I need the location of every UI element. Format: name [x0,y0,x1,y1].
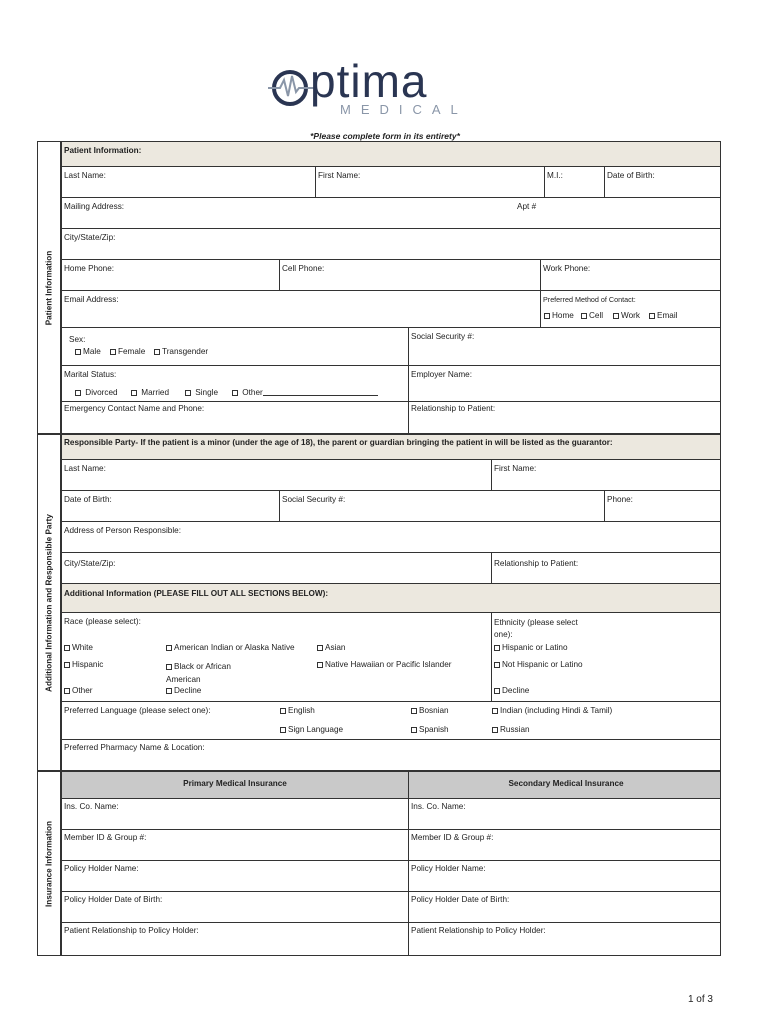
sex-female-option[interactable]: Female [110,347,145,356]
lang-sign-option[interactable]: Sign Language [280,725,343,734]
contact-cell-option[interactable]: Cell [581,311,603,320]
pharmacy-row[interactable]: Preferred Pharmacy Name & Location: [61,740,721,771]
emergency-row[interactable]: Emergency Contact Name and Phone: Relationship to Patient: [61,402,721,434]
lang-russian-option[interactable]: Russian [492,725,530,734]
logo-subtitle: MEDICAL [340,102,468,117]
contact-email-option[interactable]: Email [649,311,677,320]
resp-name-row[interactable]: Last Name: First Name: [61,460,721,491]
race-asian-option[interactable]: Asian [317,643,345,652]
optima-medical-logo [268,55,508,120]
eth-decline-option[interactable]: Decline [494,686,529,695]
race-ethnicity-row[interactable]: Race (please select): Ethnicity (please select one): Hispanic or Latino Not Hispanic or Latino Decline White American Indian or Alaska Native Asian Hispanic Black or African American Native Hawaiian or Pacific Islander Other Decline [61,613,721,702]
marital-divorced-option[interactable]: Divorced [75,388,118,397]
section-tab-additional: Additional Information and Responsible Party [37,434,61,771]
pulse-o-icon [268,68,314,108]
contact-work-option[interactable]: Work [613,311,640,320]
marital-row[interactable]: Marital Status: Divorced Married Single Other Employer Name: [61,366,721,402]
section-tab-patient: Patient Information [37,141,61,434]
patient-header: Patient Information: [61,141,721,167]
race-black-option[interactable]: Black or African American [166,662,231,684]
lang-bosnian-option[interactable]: Bosnian [411,706,449,715]
lang-spanish-option[interactable]: Spanish [411,725,449,734]
race-decline-option[interactable]: Decline [166,686,201,695]
additional-header: Additional Information (PLEASE FILL OUT ALL SECTIONS BELOW): [61,584,721,613]
race-native-hawaiian-option[interactable]: Native Hawaiian or Pacific Islander [317,660,452,669]
phone-row[interactable]: Home Phone: Cell Phone: Work Phone: [61,260,721,291]
ins-name-row[interactable]: Ins. Co. Name: Ins. Co. Name: [61,799,721,830]
race-white-option[interactable]: White [64,643,93,652]
section-tab-insurance: Insurance Information [37,771,61,956]
email-row[interactable]: Email Address: Preferred Method of Contact: Home Cell Work Email [61,291,721,328]
marital-other-option[interactable]: Other [232,388,378,397]
ins-member-row[interactable]: Member ID & Group #: Member ID & Group #: [61,830,721,861]
language-row[interactable]: Preferred Language (please select one): English Bosnian Indian (including Hindi & Tamil) Sign Language Spanish Russian [61,702,721,740]
marital-single-option[interactable]: Single [185,388,218,397]
form-notice: *Please complete form in its entirety* [310,131,460,141]
responsible-header: Responsible Party- If the patient is a minor (under the age of 18), the parent or guardian bringing the patient in will be listed as the guarantor: [61,434,721,460]
resp-city-row[interactable]: City/State/Zip: Relationship to Patient: [61,553,721,584]
lang-english-option[interactable]: English [280,706,315,715]
resp-address-row[interactable]: Address of Person Responsible: [61,522,721,553]
lang-indian-option[interactable]: Indian (including Hindi & Tamil) [492,706,612,715]
name-row[interactable]: Last Name: First Name: M.I.: Date of Birth: [61,167,721,198]
ins-relationship-row[interactable]: Patient Relationship to Policy Holder: Patient Relationship to Policy Holder: [61,923,721,956]
race-other-option[interactable]: Other [64,686,92,695]
ins-holder-dob-row[interactable]: Policy Holder Date of Birth: Policy Holder Date of Birth: [61,892,721,923]
page-number: 1 of 3 [687,994,713,1005]
sex-transgender-option[interactable]: Transgender [154,347,208,356]
eth-hispanic-option[interactable]: Hispanic or Latino [494,643,568,652]
eth-not-hispanic-option[interactable]: Not Hispanic or Latino [494,660,583,669]
logo-word: ptima [310,55,428,107]
sex-male-option[interactable]: Male [75,347,101,356]
insurance-header: Primary Medical Insurance Secondary Medical Insurance [61,771,721,799]
ins-holder-row[interactable]: Policy Holder Name: Policy Holder Name: [61,861,721,892]
sex-row[interactable]: Sex: Male Female Transgender Social Security #: [61,328,721,366]
marital-married-option[interactable]: Married [131,388,169,397]
race-hispanic-option[interactable]: Hispanic [64,660,103,669]
contact-home-option[interactable]: Home [544,311,574,320]
registration-form [37,141,721,956]
resp-dob-row[interactable]: Date of Birth: Social Security #: Phone: [61,491,721,522]
city-row[interactable]: City/State/Zip: [61,229,721,260]
mailing-row[interactable]: Mailing Address: Apt # [61,198,721,229]
race-american-indian-option[interactable]: American Indian or Alaska Native [166,643,295,652]
